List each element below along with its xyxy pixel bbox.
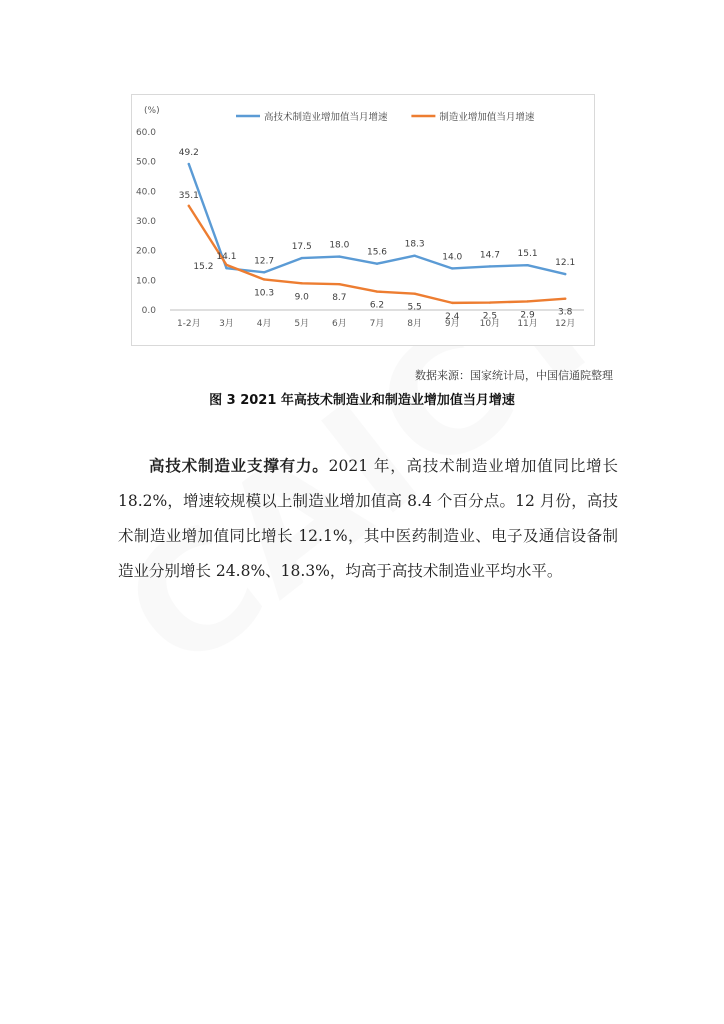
x-tick-label: 6月 [331,319,347,329]
data-point [225,267,227,269]
data-label: 2.4 [445,311,460,322]
data-label: 3.8 [558,307,573,318]
figure-caption: 图 3 2021 年高技术制造业和制造业增加值当月增速 [209,393,515,408]
y-tick-label: 40.0 [135,187,156,198]
data-point [188,205,190,207]
data-point [526,300,528,302]
data-label: 49.2 [178,148,199,159]
data-source: 数据来源：国家统计局，中国信通院整理 [415,369,613,382]
data-label: 35.1 [178,190,199,201]
x-tick-label: 7月 [369,319,385,329]
chart-frame [131,94,595,346]
x-tick-label: 8月 [407,319,423,329]
y-tick-label: 30.0 [135,217,156,227]
data-label: 2.5 [482,311,498,322]
y-tick-label: 60.0 [135,128,156,138]
data-point [451,302,453,304]
y-axis-unit: (%) [144,106,160,116]
data-label: 15.1 [517,249,538,260]
data-point [225,264,227,266]
data-point [338,283,340,285]
data-point [376,290,378,292]
data-point [338,255,340,257]
data-label: 6.2 [369,300,385,311]
data-label: 9.0 [294,292,309,303]
data-label: 18.0 [329,240,350,251]
data-point [564,298,566,300]
data-label: 12.1 [555,258,576,269]
x-tick-label: 5月 [294,319,310,329]
data-point [526,264,528,266]
legend-label: 高技术制造业增加值当月增速 [264,112,388,123]
line-chart [132,95,594,345]
data-label: 12.7 [254,256,275,267]
y-tick-label: 50.0 [135,157,156,168]
x-tick-label: 1-2月 [176,319,201,329]
data-point [188,163,190,165]
body-paragraph [118,448,618,589]
x-tick-label: 11月 [517,319,538,329]
data-point [413,292,415,294]
x-tick-label: 3月 [219,319,234,329]
data-label: 8.7 [332,293,347,304]
y-tick-label: 20.0 [135,246,156,257]
paragraph-lead: 高技术制造业支撑有力。 [149,456,329,475]
data-label: 18.3 [404,239,425,250]
data-point [413,255,415,257]
paragraph-text: 2021 年，高技术制造业增加值同比增长 18.2%，增速较规模以上制造业增加值高 8.4 个百分点。12 月份，高技术制造业增加值同比增长 12.1%，其中医药制造业、电子及通信设备制造业分别增长 24.8%、18.3%，均高于高技术制造业平均水平。 [118,457,618,580]
data-label: 15.6 [366,247,388,258]
data-point [376,263,378,265]
data-label: 14.0 [442,252,463,263]
data-point [489,265,491,267]
legend-label: 制造业增加值当月增速 [439,112,535,123]
x-tick-label: 4月 [256,319,272,329]
y-tick-label: 10.0 [135,276,156,287]
data-point [301,282,303,284]
data-point [564,273,566,275]
data-label: 10.3 [254,288,275,299]
data-label: 14.7 [479,250,500,261]
data-label: 17.5 [291,242,312,253]
data-point [489,301,491,303]
data-label: 14.1 [216,252,237,263]
data-point [263,271,265,273]
data-point [301,257,303,259]
x-tick-label: 9月 [444,319,460,329]
data-label: 2.9 [520,310,535,321]
data-point [263,278,265,280]
data-label: 15.2 [193,261,214,272]
y-tick-label: 0.0 [141,306,156,316]
x-tick-label: 12月 [554,319,576,329]
x-tick-label: 10月 [479,319,501,329]
data-label: 5.5 [407,302,422,313]
data-point [451,267,453,269]
